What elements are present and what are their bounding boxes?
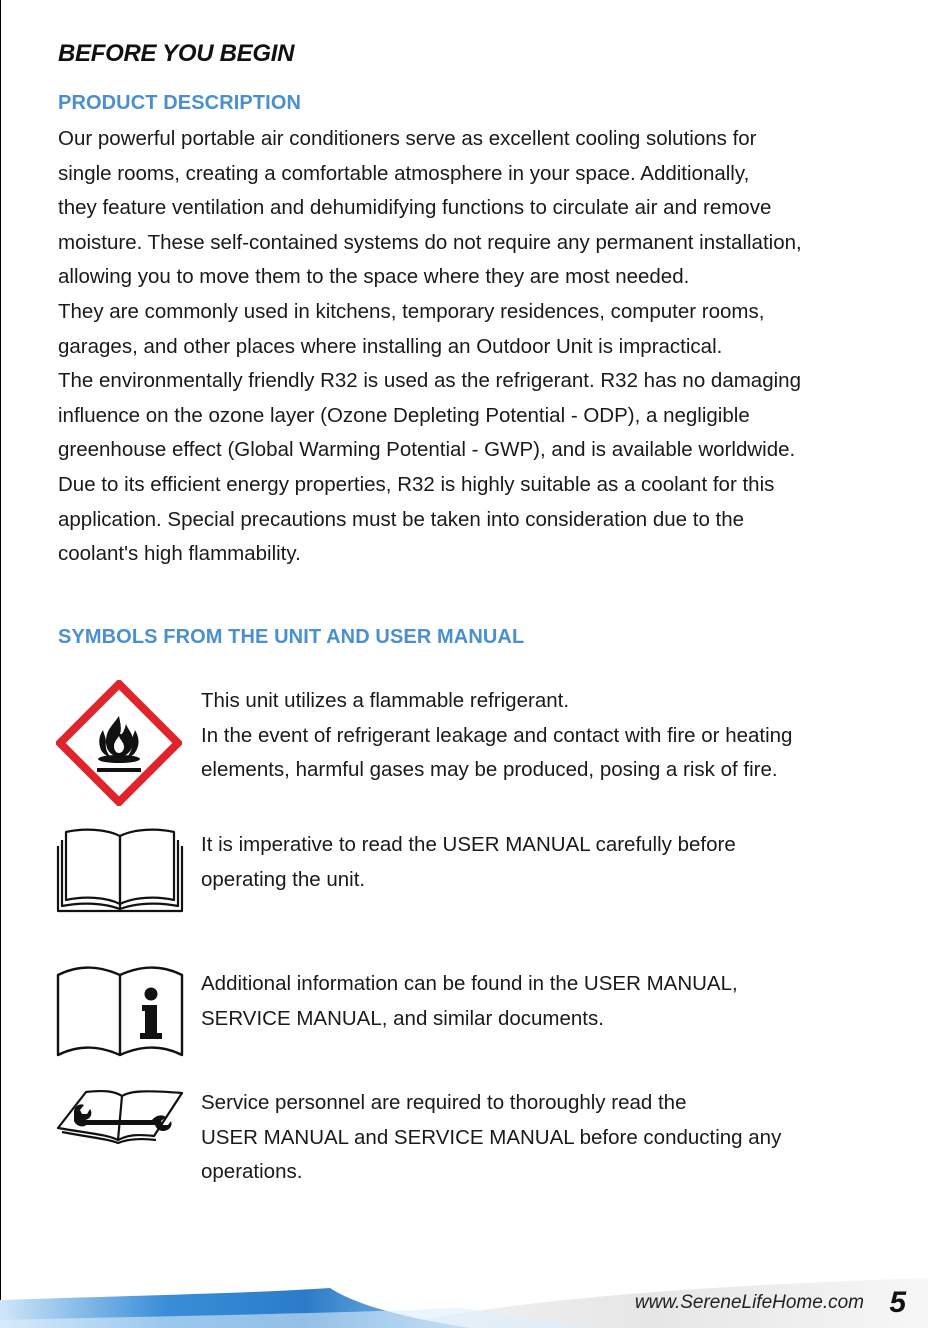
description-line: The environmentally friendly R32 is used as the refrigerant. R32 has no damaging — [58, 369, 801, 393]
flammable-description — [201, 684, 881, 788]
service-wrench-manual-icon — [56, 1088, 184, 1144]
page-heading: BEFORE YOU BEGIN — [58, 40, 295, 67]
description-line: Our powerful portable air conditioners serve as excellent cooling solutions for — [58, 127, 757, 150]
page-number: 5 — [889, 1286, 906, 1319]
description-line: they feature ventilation and dehumidifying functions to circulate air and remove — [58, 196, 772, 220]
description-line: application. Special precautions must be taken into consideration due to the — [58, 507, 745, 531]
description-line: Due to its efficient energy properties, R32 is highly suitable as a coolant for this — [58, 472, 775, 496]
flammable-warning-icon — [56, 680, 182, 806]
symbol-text-line: operations. — [201, 1160, 303, 1184]
page-left-border — [0, 0, 1, 1328]
symbol-text-line: This unit utilizes a flammable refrigerant. — [201, 689, 570, 712]
description-line: single rooms, creating a comfortable atmosphere in your space. Additionally, — [58, 161, 750, 185]
symbols-heading: SYMBOLS FROM THE UNIT AND USER MANUAL — [58, 626, 525, 648]
symbol-text-line: operating the unit. — [201, 867, 366, 891]
symbol-text-line: Additional information can be found in the USER MANUAL, — [201, 972, 738, 995]
description-line: They are commonly used in kitchens, temporary residences, computer rooms, — [58, 299, 765, 323]
symbol-text-line: USER MANUAL and SERVICE MANUAL before conducting any — [201, 1125, 782, 1149]
symbol-text-line: SERVICE MANUAL, and similar documents. — [201, 1006, 604, 1030]
manual-info-icon — [56, 963, 184, 1058]
symbol-text-line: It is imperative to read the USER MANUAL carefully before — [201, 833, 736, 856]
symbol-text-line: In the event of refrigerant leakage and contact with fire or heating — [201, 723, 793, 747]
open-book-icon — [56, 824, 184, 914]
product-description-heading: PRODUCT DESCRIPTION — [58, 92, 302, 114]
symbol-text-line: Service personnel are required to thoroughly read the — [201, 1091, 687, 1114]
product-description-body — [58, 122, 878, 572]
additional-info-description — [201, 967, 881, 1036]
description-line: greenhouse effect (Global Warming Potential - GWP), and is available worldwide. — [58, 438, 796, 462]
service-description — [201, 1086, 881, 1190]
footer-wave-decoration — [0, 1238, 928, 1328]
description-line: influence on the ozone layer (Ozone Depleting Potential - ODP), a negligible — [58, 403, 750, 427]
symbol-text-line: elements, harmful gases may be produced, posing a risk of fire. — [201, 758, 778, 782]
footer-website: www.SereneLifeHome.com — [634, 1292, 864, 1313]
description-line: allowing you to move them to the space where they are most needed. — [58, 265, 690, 289]
description-line: coolant's high flammability. — [58, 542, 301, 566]
description-line: garages, and other places where installing an Outdoor Unit is impractical. — [58, 334, 723, 358]
page-footer — [0, 1238, 928, 1328]
description-line: moisture. These self-contained systems do not require any permanent installation, — [58, 230, 802, 254]
read-manual-description — [201, 828, 881, 897]
